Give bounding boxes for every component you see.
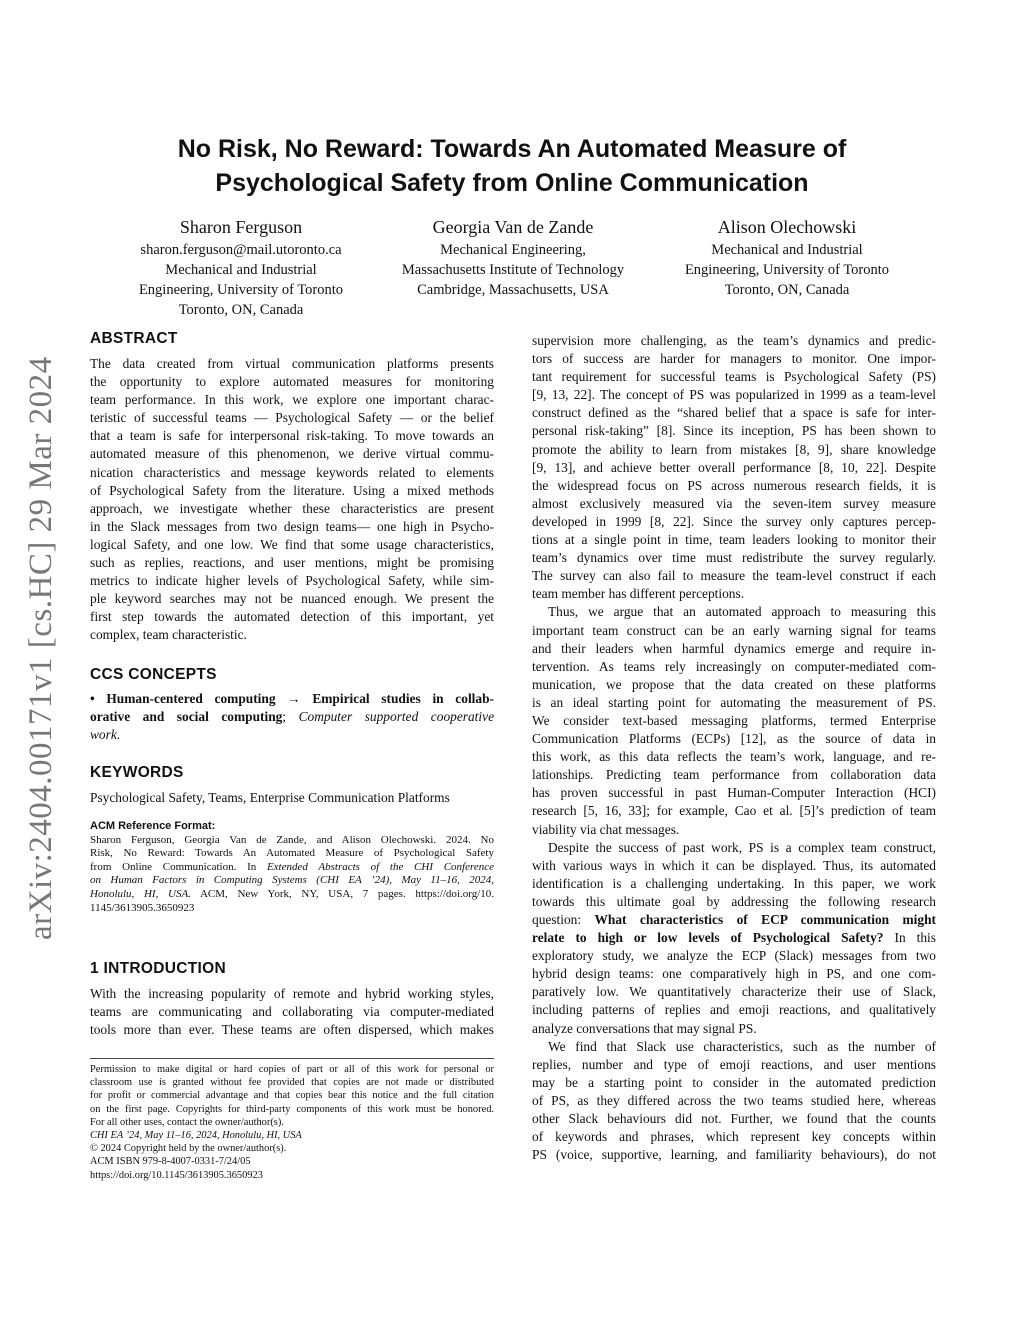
keywords-body: [90, 789, 494, 807]
paragraph: [532, 622, 936, 839]
text-line: supervision more challenging, as the team’s dynamics and predic-: [532, 333, 936, 348]
text-line: team’s dynamics over time must redistribute the survey regularly.: [532, 550, 936, 566]
abstract-heading: ABSTRACT: [90, 330, 178, 347]
arxiv-stamp: arXiv:2404.00171v1 [cs.HC] 29 Mar 2024: [23, 356, 59, 940]
text-line: Communication Platforms (ECPs) [12], as the source of data in: [532, 731, 936, 747]
permission-line: on the first page. Copyrights for third-party components of this work must be honored.: [90, 1103, 494, 1115]
text-line: exploratory study, we analyze the ECP (Slack) messages from two: [532, 948, 936, 964]
author-1: [108, 214, 374, 320]
text-line: and their leaders when harmful dynamics emerge and require in-: [532, 640, 936, 656]
text-line: including patterns of replies and emoji reactions, and qualitatively: [532, 1002, 936, 1018]
text-line: question:: [532, 912, 595, 927]
text-line: important team construct can be an early warning signal for teams: [532, 622, 936, 638]
text-line: Thus, we argue that an automated approach to measuring this: [548, 604, 936, 620]
acm-reference-line: ACM, New York, NY, USA, 7 pages. https://doi.org/10.: [190, 887, 495, 900]
abstract-line: nication characteristics and message keywords related to elements: [90, 464, 494, 480]
abstract-line: first step towards the automated detection of this important, yet: [90, 609, 494, 625]
author-affiliation: Mechanical Engineering,: [440, 242, 586, 258]
acm-reference-line: Sharon Ferguson, Georgia Van de Zande, and Alison Olechowski. 2024. No: [90, 833, 494, 846]
ccs-separator: ;: [282, 709, 299, 725]
text-line: of keywords and phrases, which represent key concepts within: [532, 1129, 936, 1145]
author-affiliation: Massachusetts Institute of Technology: [401, 262, 625, 278]
permission-line: classroom use is granted without fee provided that copies are not made or distributed: [90, 1077, 494, 1089]
author-email: sharon.ferguson@mail.utoronto.ca: [140, 242, 342, 258]
ccs-concept: Computer supported cooperative: [298, 709, 495, 725]
text-line: The survey can also fail to measure the team-level construct if each: [532, 568, 936, 584]
text-line: team member has different perceptions.: [532, 586, 745, 602]
author-2: [378, 214, 648, 300]
acm-reference-line: Risk, No Reward: Towards An Automated Measure of Psychological Safety: [90, 847, 494, 860]
acm-reference-venue: Extended Abstracts of the CHI Conference: [266, 860, 494, 873]
text-line: the widespread focus on PS across numerous research fields, it is: [532, 477, 936, 493]
text-line: tervention. As teams rely increasingly on computer-mediated com-: [532, 658, 936, 674]
research-question: relate to high or low levels of Psychological Safety?: [532, 930, 884, 946]
text-line: promote the ability to learn from mistakes [8, 9], share knowledge: [532, 441, 936, 457]
acm-reference-doi: 1145/3613905.3650923: [90, 901, 195, 914]
text-line: hybrid design teams: one comparatively high in PS, and one com-: [532, 966, 936, 982]
text-line: tors of success are harder for managers to monitor. One impor-: [532, 351, 936, 367]
abstract-body: [90, 355, 494, 645]
text-line: paratively low. We quantitatively characterize their use of Slack,: [532, 984, 936, 1000]
text-line: analyze conversations that may signal PS.: [532, 1020, 757, 1036]
ccs-heading: CCS CONCEPTS: [90, 666, 217, 683]
text-line: munication, we propose that the data created on these platforms: [532, 676, 936, 692]
paragraph: [532, 603, 936, 621]
permission-line: for profit or commercial advantage and that copies bear this notice and the full citation: [90, 1090, 494, 1102]
research-question: What characteristics of ECP communication might: [594, 912, 936, 927]
author-location: Cambridge, Massachusetts, USA: [417, 282, 609, 298]
author-3: [652, 214, 922, 300]
paragraph: [532, 857, 936, 1038]
author-name: Georgia Van de Zande: [432, 217, 594, 237]
abstract-line: that a team is safe for interpersonal risk-taking. To move towards an: [90, 428, 494, 444]
author-location: Toronto, ON, Canada: [178, 302, 304, 318]
text-line: has proven successful in past Human-Computer Interaction (HCI): [532, 785, 936, 801]
text-line: We find that Slack use characteristics, such as the number of: [548, 1038, 936, 1054]
title-line-1: No Risk, No Reward: Towards An Automated Measure of: [177, 135, 847, 163]
text-line: replies, number and type of emoji reactions, and user mentions: [532, 1056, 936, 1072]
text-line: is an ideal starting point for automating the measurement of PS.: [532, 694, 936, 710]
author-name: Alison Olechowski: [717, 217, 857, 237]
paper-title: [90, 132, 934, 200]
abstract-line: approach, we investigate whether these characteristics are present: [90, 500, 494, 516]
abstract-line: automated measure of this phenomenon, we derive virtual commu-: [90, 446, 494, 462]
text-line: other Slack behaviours did not. Further, we found that the counts: [532, 1111, 936, 1127]
acm-reference: [90, 820, 494, 915]
permission-notice: [90, 1063, 494, 1182]
author-name: Sharon Ferguson: [179, 217, 303, 237]
abstract-line: the opportunity to explore automated measures for monitoring: [90, 374, 494, 390]
keywords-text: Psychological Safety, Teams, Enterprise Communication Platforms: [90, 790, 450, 805]
author-affiliation: Engineering, University of Toronto: [138, 282, 344, 298]
intro-line: teams are communicating and collaborating via computer-mediated: [90, 1004, 494, 1020]
isbn-line: ACM ISBN 979-8-4007-0331-7/24/05: [90, 1156, 251, 1168]
text-line: personal risk-taking” [8]. Since its inception, PS has been shown to: [532, 423, 936, 439]
paragraph: [532, 1038, 936, 1056]
author-affiliation: Engineering, University of Toronto: [684, 262, 890, 278]
intro-line: With the increasing popularity of remote and hybrid working styles,: [90, 986, 494, 1001]
abstract-line: ple keyword searches may not be nuanced enough. We present the: [90, 591, 494, 607]
text-line: viability via chat messages.: [532, 821, 680, 837]
doi-link[interactable]: https://doi.org/10.1145/3613905.3650923: [90, 1169, 263, 1181]
text-line: this work, as this data reflects the team’s work, language, and re-: [532, 749, 936, 765]
ccs-period: .: [116, 727, 121, 743]
ccs-concept: orative and social computing: [90, 709, 283, 725]
text-line: [9, 13], and achieve better overall performance [8, 10, 22]. Despite: [532, 459, 936, 475]
abstract-line: in the Slack messages from two design teams— one high in Psycho-: [90, 518, 494, 534]
text-line: may be a starting point to consider in the automated prediction: [532, 1074, 936, 1090]
ccs-concept: • Human-centered computing → Empirical studies in collab-: [90, 691, 494, 706]
acm-reference-venue: on Human Factors in Computing Systems (CHI EA ’24), May 11–16, 2024,: [90, 874, 494, 887]
title-line-2: Psychological Safety from Online Communication: [215, 169, 809, 197]
footnote-divider: [90, 1058, 494, 1059]
text-line: tions at a single point in time, team leaders looking to monitor their: [532, 532, 936, 548]
ccs-concept: work: [90, 727, 117, 743]
author-affiliation: Mechanical and Industrial: [165, 262, 317, 278]
abstract-line: complex, team characteristic.: [90, 627, 247, 643]
text-line: identification is a challenging undertaking. In this paper, we work: [532, 875, 936, 891]
abstract-line: of Psychological Safety from the literature. Using a mixed methods: [90, 482, 494, 498]
introduction-heading: 1 INTRODUCTION: [90, 960, 226, 977]
text-line: Despite the success of past work, PS is a complex team construct,: [548, 839, 936, 855]
text-line: PS (voice, supportive, learning, and familiarity behaviours), do not: [532, 1147, 936, 1163]
acm-reference-venue: Honolulu, HI, USA.: [90, 887, 191, 900]
introduction-continued: [532, 332, 936, 1164]
acm-reference-line: from Online Communication. In: [90, 860, 267, 873]
text-line: of PS, as they differed across the two teams studied here, whereas: [532, 1092, 936, 1108]
intro-line: tools more than ever. These teams are often dispersed, which makes: [90, 1022, 494, 1038]
paragraph: [532, 1056, 936, 1165]
text-line: lationships. Predicting team performance from collaboration data: [532, 767, 936, 783]
abstract-line: teristic of successful teams — Psychological Safety — or the belief: [90, 410, 494, 426]
keywords-heading: KEYWORDS: [90, 764, 184, 781]
abstract-line: The data created from virtual communication platforms presents: [90, 356, 494, 371]
abstract-line: metrics to indicate higher levels of Psychological Safety, while sim-: [90, 573, 494, 589]
text-line: with various ways in which it can be displayed. Thus, its automated: [532, 857, 936, 873]
permission-line: For all other uses, contact the owner/author(s).: [90, 1116, 284, 1128]
text-line: tant requirement for successful teams is Psychological Safety (PS): [532, 369, 936, 385]
abstract-line: such as replies, reactions, and user mentions, might be promising: [90, 555, 494, 571]
venue-line: CHI EA ’24, May 11–16, 2024, Honolulu, HI, USA: [90, 1130, 302, 1142]
ccs-body: [90, 690, 494, 744]
text-line: towards this ultimate goal by addressing the following research: [532, 893, 936, 909]
text-line: research [5, 16, 33]; for example, Cao et al. [5]’s prediction of team: [532, 803, 936, 819]
author-location: Toronto, ON, Canada: [724, 282, 850, 298]
text-line: [9, 13, 22]. The concept of PS was popularized in 1999 as a team-level: [532, 387, 936, 403]
acm-reference-heading: ACM Reference Format:: [90, 820, 216, 832]
text-line: We consider text-based messaging platforms, termed Enterprise: [532, 712, 936, 728]
paragraph: [532, 839, 936, 857]
abstract-line: team performance. In this work, we explore one important charac-: [90, 392, 494, 408]
copyright-line: © 2024 Copyright held by the owner/author(s).: [90, 1143, 287, 1155]
text-line: construct defined as the “shared belief that a space is safe for inter-: [532, 405, 936, 421]
permission-line: Permission to make digital or hard copies of part or all of this work for personal or: [90, 1064, 494, 1075]
introduction-body: [90, 985, 494, 1039]
author-affiliation: Mechanical and Industrial: [711, 242, 863, 258]
text-line: In this: [883, 930, 936, 946]
abstract-line: logical Safety, and one low. We find that some usage characteristics,: [90, 536, 494, 552]
paragraph: [532, 332, 936, 603]
text-line: developed in 1999 [8, 22]. Since the survey only captures percep-: [532, 513, 936, 529]
text-line: almost exclusively measured via the seven-item survey measure: [532, 495, 936, 511]
